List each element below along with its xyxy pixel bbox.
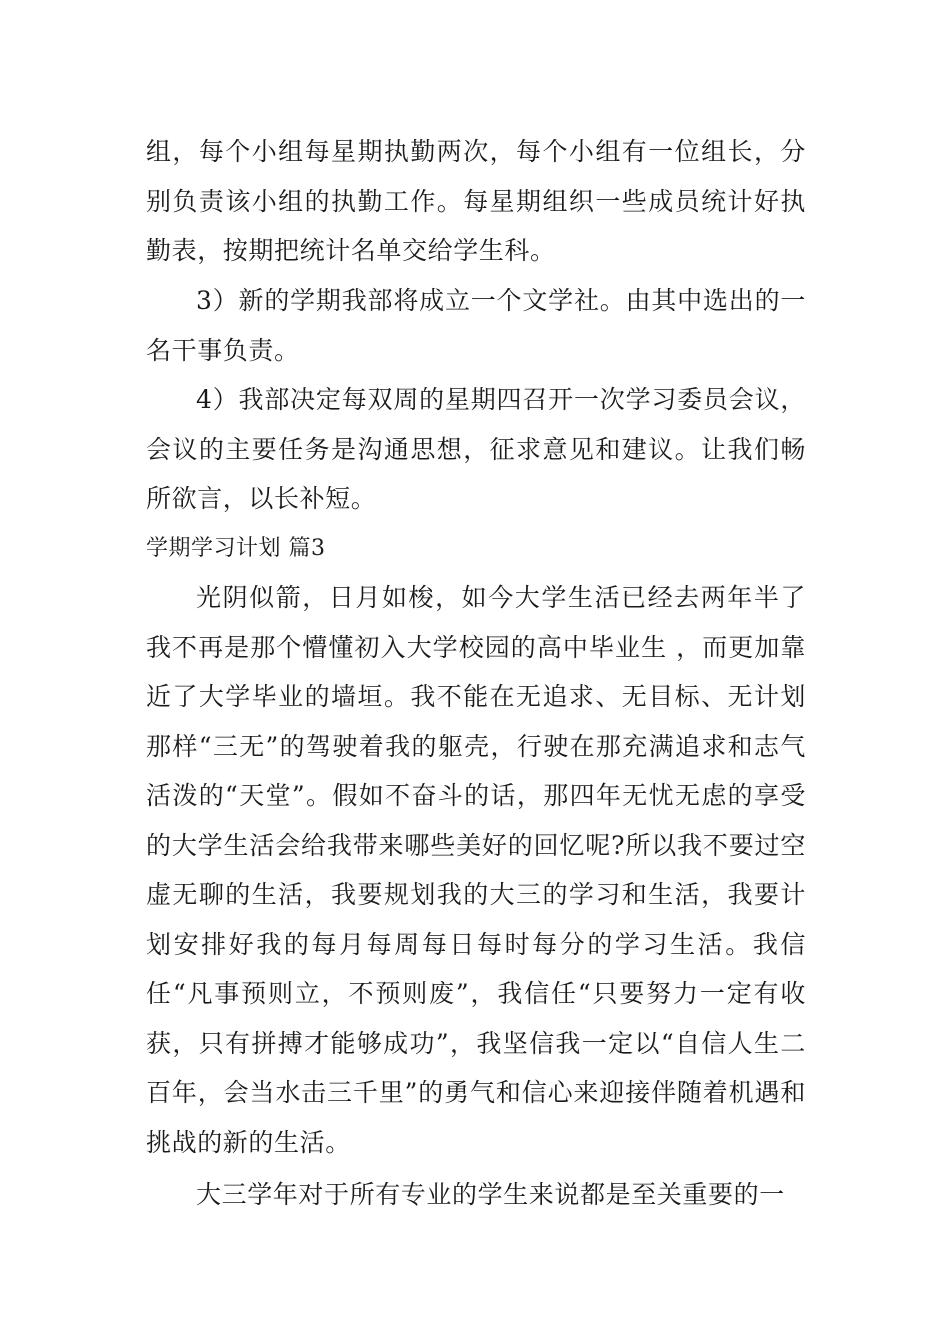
body-paragraph-1-block <box>146 573 806 1167</box>
list-item-4: 4）我部决定每双周的星期四召开一次学习委员会议，会议的主要任务是沟通思想，征求意见和建议。让我们畅所欲言，以长补短。 <box>146 385 806 513</box>
body-paragraph-1: 光阴似箭，日月如梭，如今大学生活已经去两年半了我不再是那个懵懂初入大学校园的高中毕业生 ，而更加靠近了大学毕业的墙垣。我不能在无追求、无目标、无计划那样“三无”的驾驶着我的躯壳，行驶在那充满追求和志气活泼的“天堂”。假如不奋斗的话，那四年无忧无虑的享受的大学生活会给我带来哪些美好的回忆呢?所以我不要过空虚无聊的生活，我要规划我的大三的学习和生活，我要计划安排好我的每月每周每日每时每分的学习生活。我信任“凡事预则立，不预则废”，我信任“只要努力一定有收获，只有拼搏才能够成功”，我坚信我一定以“自信人生二百年，会当水击三千里”的勇气和信心来迎接伴随着机遇和挑战的新的生活。 <box>146 583 806 1157</box>
continued-paragraph-block <box>146 127 806 276</box>
body-paragraph-2-block <box>146 1170 806 1220</box>
item-4-block <box>146 375 806 524</box>
body-paragraph-2: 大三学年对于所有专业的学生来说都是至关重要的一 <box>196 1180 785 1209</box>
item-3-block <box>146 276 806 375</box>
continued-paragraph: 组，每个小组每星期执勤两次，每个小组有一位组长，分别负责该小组的执勤工作。每星期组织一些成员统计好执勤表，按期把统计名单交给学生科。 <box>146 137 806 265</box>
section-heading: 学期学习计划 篇3 <box>146 536 326 561</box>
list-item-3: 3）新的学期我部将成立一个文学社。由其中选出的一名干事负责。 <box>146 286 806 365</box>
